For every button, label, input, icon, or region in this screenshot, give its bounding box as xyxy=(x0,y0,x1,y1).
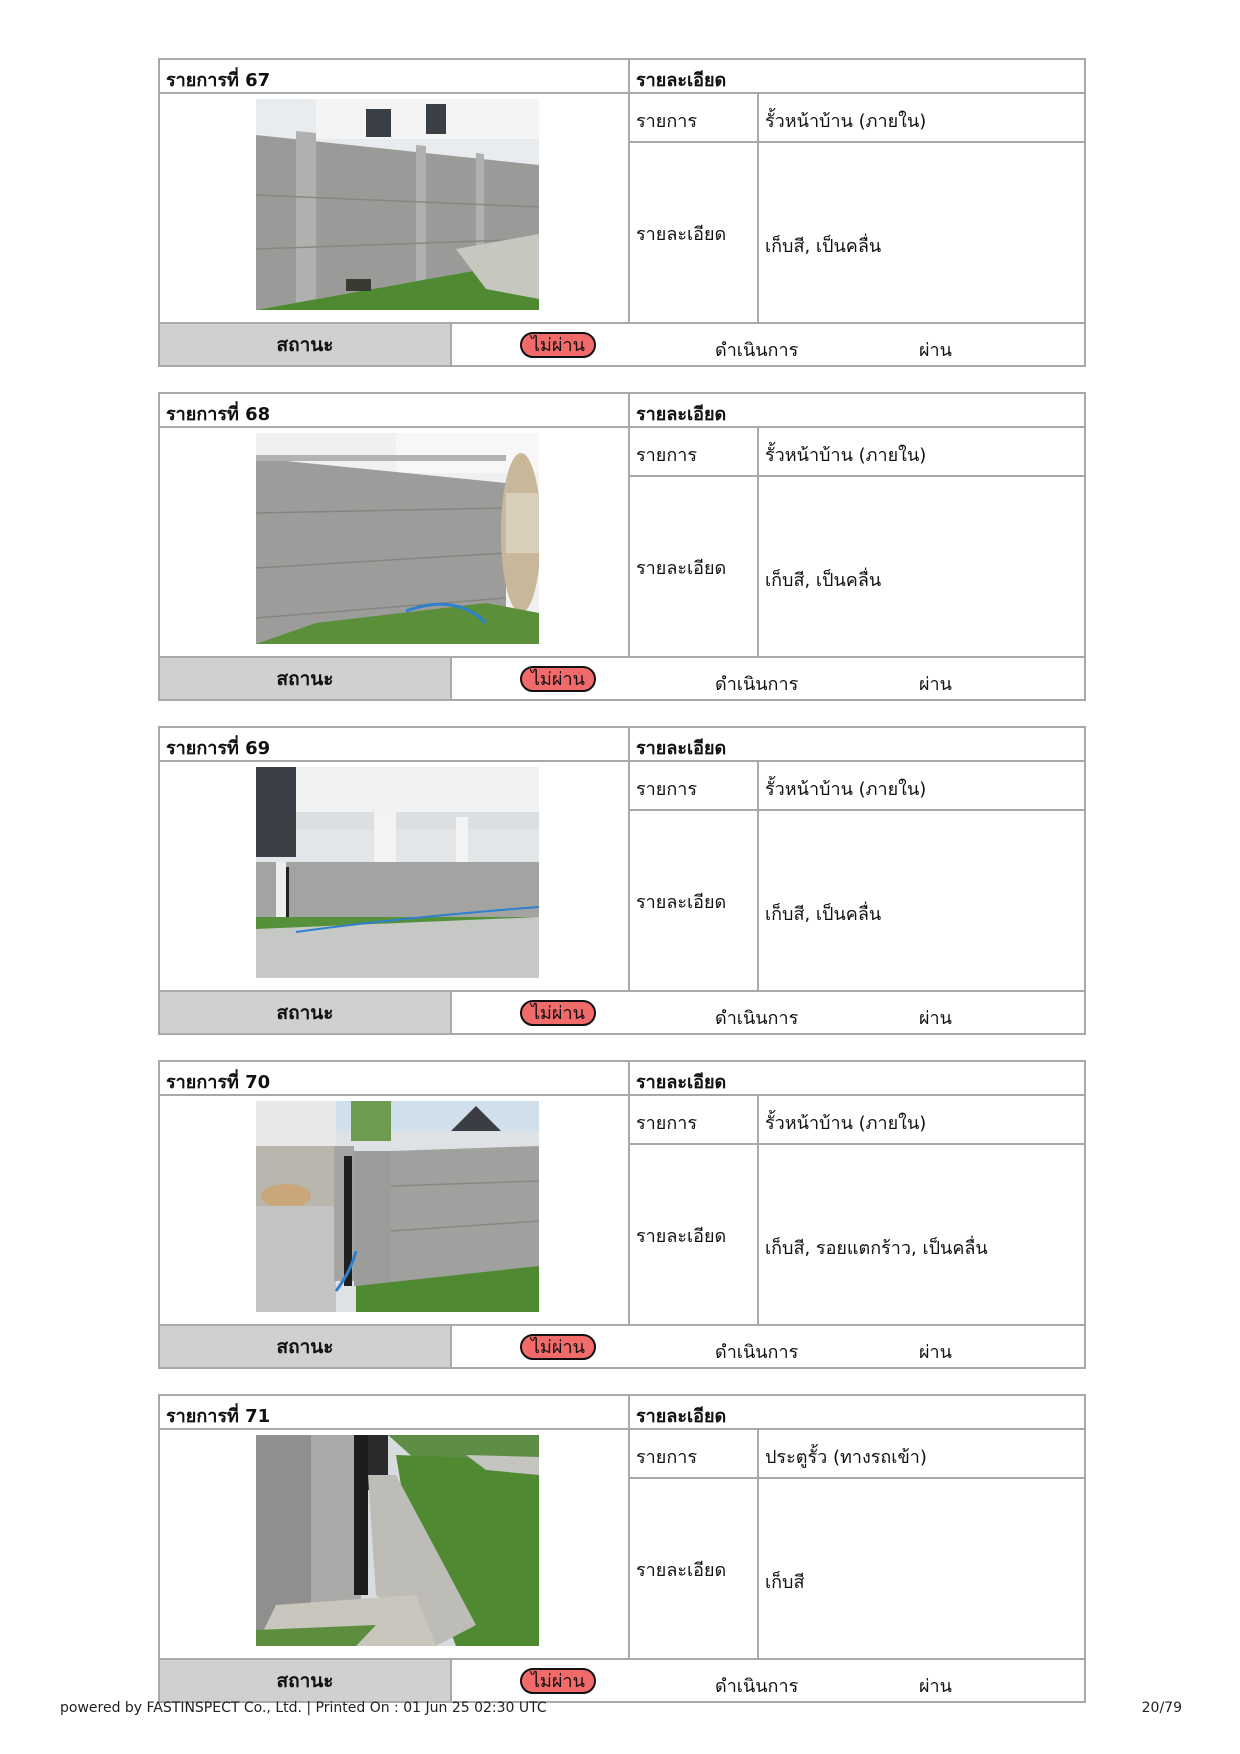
item-value: รั้วหน้าบ้าน (ภายใน) xyxy=(765,779,927,800)
detail-value: เก็บสี, รอยแตกร้าว, เป็นคลื่น xyxy=(765,1238,988,1259)
item-number: รายการที่ 71 xyxy=(166,1406,271,1427)
detail-header-text: รายละเอียด xyxy=(636,404,727,425)
detail-label: รายละเอียด xyxy=(636,1560,727,1581)
detail-header-text: รายละเอียด xyxy=(636,738,727,759)
page-number: 20/79 xyxy=(1141,1700,1182,1716)
item-number-header xyxy=(160,728,630,762)
item-value: รั้วหน้าบ้าน (ภายใน) xyxy=(765,445,927,466)
fence-wall-photo[interactable] xyxy=(256,99,539,310)
detail-label: รายละเอียด xyxy=(636,224,727,245)
fence-corner-photo[interactable] xyxy=(256,1101,539,1312)
status-pass-option[interactable]: ผ่าน xyxy=(919,1342,952,1363)
item-number-header xyxy=(160,394,630,428)
item-label: รายการ xyxy=(636,111,697,132)
inspection-card-68 xyxy=(158,392,1086,701)
detail-label: รายละเอียด xyxy=(636,892,727,913)
detail-header xyxy=(630,1396,1084,1430)
status-fail-option[interactable]: ไม่ผ่าน xyxy=(520,1000,596,1026)
item-number-header xyxy=(160,1396,630,1430)
detail-header xyxy=(630,728,1084,762)
item-value-cell xyxy=(759,1096,1084,1145)
status-pass-option[interactable]: ผ่าน xyxy=(919,340,952,361)
status-in-progress-option[interactable]: ดำเนินการ xyxy=(715,1008,799,1029)
status-pass-option[interactable]: ผ่าน xyxy=(919,1008,952,1029)
detail-header-text: รายละเอียด xyxy=(636,1072,727,1093)
status-row xyxy=(160,322,1084,365)
item-label-cell xyxy=(630,1430,759,1479)
gate-base-photo[interactable] xyxy=(256,1435,539,1646)
inspection-card-71 xyxy=(158,1394,1086,1703)
item-label-cell xyxy=(630,94,759,143)
detail-value: เก็บสี, เป็นคลื่น xyxy=(765,904,882,925)
status-in-progress-option[interactable]: ดำเนินการ xyxy=(715,1342,799,1363)
detail-label-cell xyxy=(630,1145,759,1324)
item-number: รายการที่ 68 xyxy=(166,404,271,425)
status-row xyxy=(160,1324,1084,1367)
item-label: รายการ xyxy=(636,779,697,800)
detail-value: เก็บสี xyxy=(765,1572,805,1593)
detail-label-cell xyxy=(630,1479,759,1658)
item-value: รั้วหน้าบ้าน (ภายใน) xyxy=(765,1113,927,1134)
detail-value-cell xyxy=(759,811,1084,990)
carport-fence-photo[interactable] xyxy=(256,767,539,978)
status-row xyxy=(160,656,1084,699)
photo-cell xyxy=(160,762,630,990)
status-label: สถานะ xyxy=(160,658,452,699)
detail-value-cell xyxy=(759,1145,1084,1324)
detail-label-cell xyxy=(630,143,759,322)
item-label: รายการ xyxy=(636,1447,697,1468)
status-label: สถานะ xyxy=(160,324,452,365)
item-value-cell xyxy=(759,1430,1084,1479)
detail-label: รายละเอียด xyxy=(636,558,727,579)
item-label: รายการ xyxy=(636,445,697,466)
status-in-progress-option[interactable]: ดำเนินการ xyxy=(715,1676,799,1697)
item-value-cell xyxy=(759,762,1084,811)
status-pass-option[interactable]: ผ่าน xyxy=(919,1676,952,1697)
status-label: สถานะ xyxy=(160,1660,452,1701)
photo-cell xyxy=(160,94,630,322)
status-fail-option[interactable]: ไม่ผ่าน xyxy=(520,1668,596,1694)
status-fail-option[interactable]: ไม่ผ่าน xyxy=(520,666,596,692)
photo-cell xyxy=(160,428,630,656)
item-value: รั้วหน้าบ้าน (ภายใน) xyxy=(765,111,927,132)
status-in-progress-option[interactable]: ดำเนินการ xyxy=(715,674,799,695)
item-label: รายการ xyxy=(636,1113,697,1134)
inspection-card-69 xyxy=(158,726,1086,1035)
footer-credit: powered by FASTINSPECT Co., Ltd. | Printed On : 01 Jun 25 02:30 UTC xyxy=(60,1700,547,1716)
detail-value: เก็บสี, เป็นคลื่น xyxy=(765,236,882,257)
item-number: รายการที่ 67 xyxy=(166,70,271,91)
detail-label-cell xyxy=(630,811,759,990)
detail-header-text: รายละเอียด xyxy=(636,1406,727,1427)
detail-value-cell xyxy=(759,477,1084,656)
detail-value-cell xyxy=(759,143,1084,322)
status-pass-option[interactable]: ผ่าน xyxy=(919,674,952,695)
detail-header xyxy=(630,394,1084,428)
inspection-card-70 xyxy=(158,1060,1086,1369)
status-fail-option[interactable]: ไม่ผ่าน xyxy=(520,332,596,358)
item-number: รายการที่ 69 xyxy=(166,738,271,759)
item-number-header xyxy=(160,1062,630,1096)
detail-label: รายละเอียด xyxy=(636,1226,727,1247)
photo-cell xyxy=(160,1430,630,1658)
item-number-header xyxy=(160,60,630,94)
item-value: ประตูรั้ว (ทางรถเข้า) xyxy=(765,1447,927,1468)
status-in-progress-option[interactable]: ดำเนินการ xyxy=(715,340,799,361)
fence-wall-tank-photo[interactable] xyxy=(256,433,539,644)
item-label-cell xyxy=(630,762,759,811)
item-value-cell xyxy=(759,428,1084,477)
status-row xyxy=(160,1658,1084,1701)
detail-header xyxy=(630,60,1084,94)
status-fail-option[interactable]: ไม่ผ่าน xyxy=(520,1334,596,1360)
detail-header xyxy=(630,1062,1084,1096)
detail-header-text: รายละเอียด xyxy=(636,70,727,91)
status-label: สถานะ xyxy=(160,992,452,1033)
detail-label-cell xyxy=(630,477,759,656)
inspection-card-67 xyxy=(158,58,1086,367)
photo-cell xyxy=(160,1096,630,1324)
item-label-cell xyxy=(630,1096,759,1145)
item-number: รายการที่ 70 xyxy=(166,1072,271,1093)
item-value-cell xyxy=(759,94,1084,143)
detail-value-cell xyxy=(759,1479,1084,1658)
item-label-cell xyxy=(630,428,759,477)
detail-value: เก็บสี, เป็นคลื่น xyxy=(765,570,882,591)
status-label: สถานะ xyxy=(160,1326,452,1367)
status-row xyxy=(160,990,1084,1033)
